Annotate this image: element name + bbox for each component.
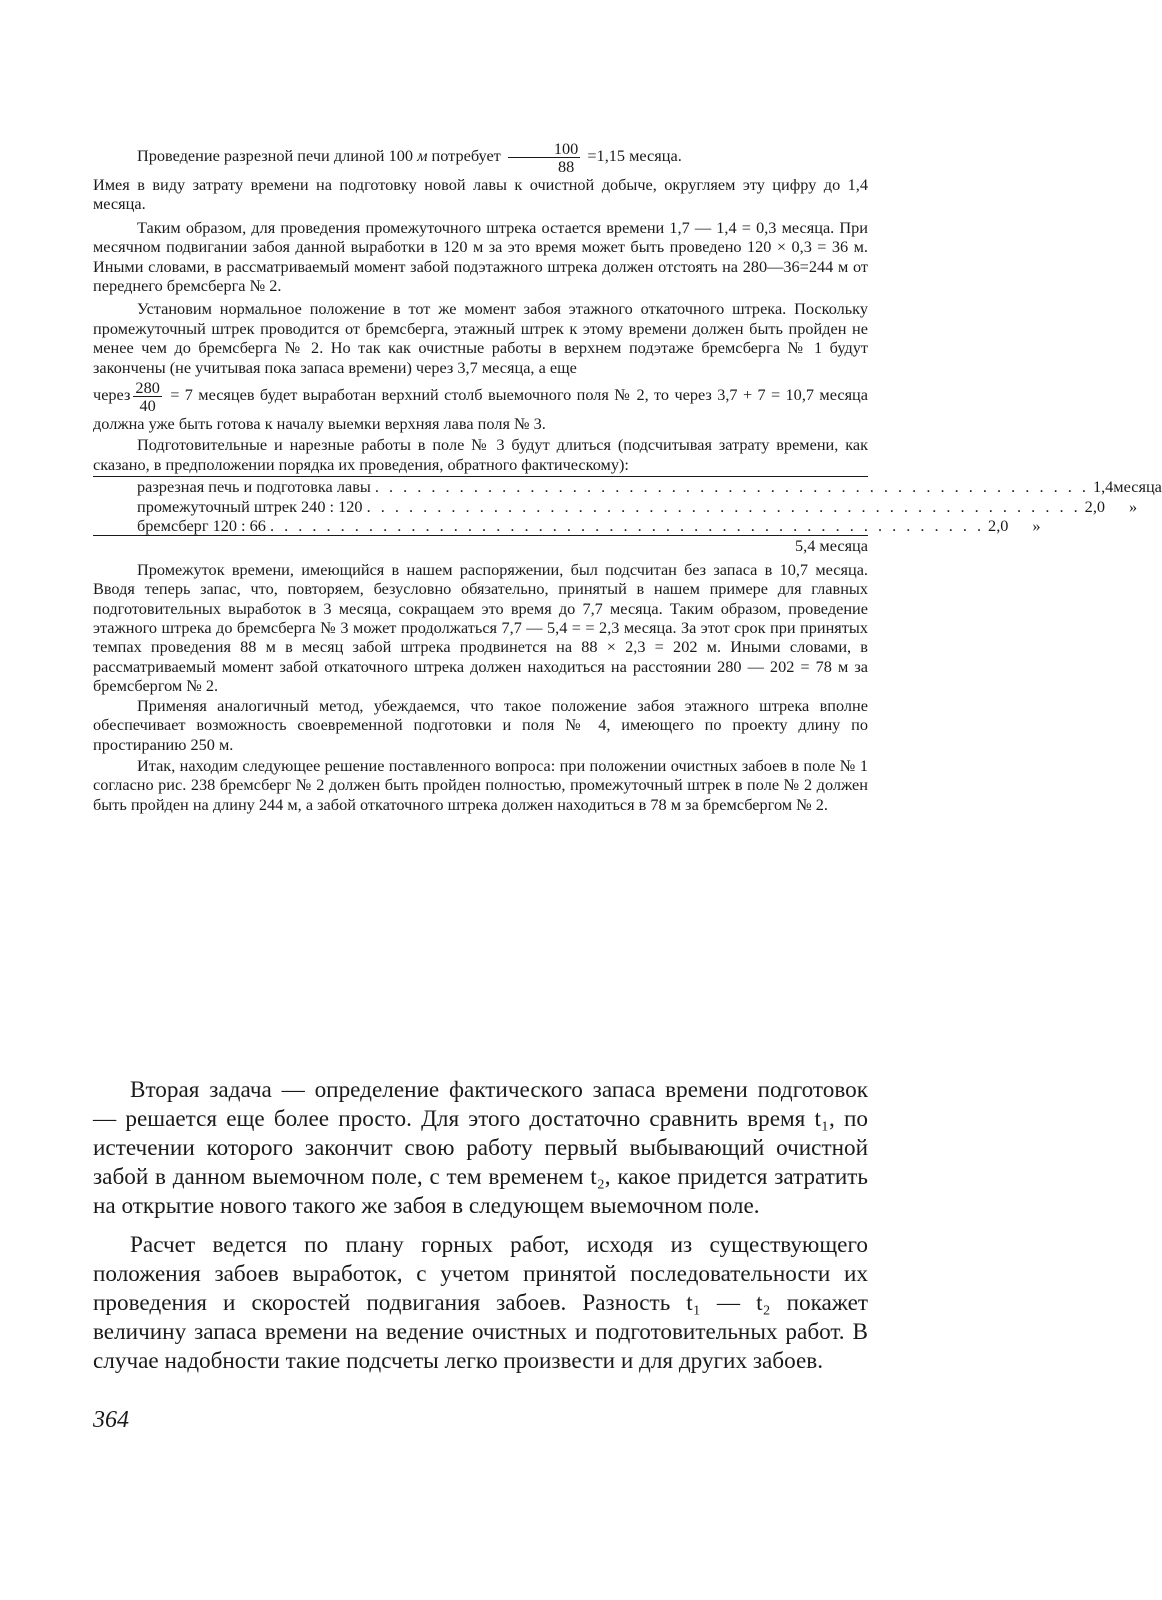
- paragraph-haulage-drift: Установим нормальное положение в тот же момент забоя этажного откаточного штрека. Поскольку промежуточный штрек проводится от бремсберга, этажный штрек к этому времени должен быть пройден не менее чем до бремсберга № 2. Но так как очистные работы в верхнем подэтаже бремсберга № 1 будут закончены (не учитывая пока запаса времени) через 3,7 месяца, а еще: [93, 299, 868, 377]
- paragraph-intermediate-drift: Таким образом, для проведения промежуточного штрека остается времени 1,7 — 1,4 = 0,3 месяца. При месячном подвигании забоя данной выработки в 120 м за это время может быть проведено 120 × 0,3 = 36 м. Иными словами, в рассматриваемый момент забой подэтажного штрека должен отстоять на 280—36=244 м от переднего бремсберга № 2.: [93, 217, 868, 296]
- table-total: 5,4 месяца: [794, 536, 868, 556]
- table-row: промежуточный штрек 240 : 120 . . . . . . . . . . . . . . . . . . . . . . . . . . . . . . . . . . . . . . . . . . . . . . . . . . . 2,0 »: [137, 496, 1138, 516]
- paragraph-analogous-method: Применяя аналогичный метод, убеждаемся, что такое положение забоя этажного штрека вполне обеспечивает возможность своевременной подготовки и поля № 4, имеющего по проекту длину по простиранию 250 м.: [93, 695, 868, 754]
- paragraph-second-task: Вторая задача — определение фактического запаса времени подготовок — решается еще более просто. Для этого достаточно сравнить время t₁, по истечении которого закончит свою работу первый выбывающий очистной забой в данном выемочном поле, с тем временем t₂, какое придется затратить на открытие нового такого же забоя в следующем выемочном поле.: [93, 1077, 868, 1219]
- fraction-280-40: $\frac{280}{40}$: [135, 378, 160, 416]
- paragraph-cut-length: Проведение разрезной печи длиной 100 м потребует $\frac{100}{88}$ =1,15 месяца.: [137, 139, 682, 176]
- main-text-section: [93, 1076, 868, 1386]
- paragraph-solution: Итак, находим следующее решение поставленного вопроса: при положении очистных забоев в поле № 1 согласно рис. 238 бремсберг № 2 должен быть пройден полностью, промежуточный штрек в поле № 2 должен быть пройден на длину 244 м, а забой откаточного штрека должен находиться в 78 м за бремсбергом № 2.: [93, 755, 868, 814]
- fraction-100-88: $\frac{100}{88}$: [508, 140, 580, 175]
- paragraph-preparatory-works: Подготовительные и нарезные работы в поле № 3 будут длиться (подсчитывая затрату времени, как сказано, в предположении порядка их проведения, обратного фактическому):: [93, 435, 868, 474]
- duration-table: [93, 477, 1162, 536]
- table-row: бремсберг 120 : 66 . . . . . . . . . . . . . . . . . . . . . . . . . . . . . . . . . . . . . . . . . . . . . . . . . . . 2,0 »: [137, 516, 1041, 536]
- page-number: 364: [93, 1407, 129, 1433]
- paragraph-haulage-drift-cont: через $\frac{280}{40}$ = 7 месяцев будет выработан верхний столб выемочного поля № 2, то через 3,7 + 7 = 10,7 месяца должна уже быть готова к началу выемки верхняя лава поля № 3.: [93, 378, 868, 434]
- table-row: разрезная печь и подготовка лавы . . . . . . . . . . . . . . . . . . . . . . . . . . . . . . . . . . . . . . . . . . . . . . . . . . . 1,4 месяца: [137, 477, 1162, 497]
- small-print-section: [93, 139, 1162, 814]
- paragraph-time-reserve: Промежуток времени, имеющийся в нашем распоряжении, был подсчитан без запаса в 10,7 месяца. Вводя теперь запас, что, повторяем, безусловно обязательно, принятый в нашем примере для главных подготовительных выработок в 3 месяца, сокращаем это время до 7,7 месяца. Таким образом, проведение этажного штрека до бремсберга № 3 может продолжаться 7,7 — 5,4 = = 2,3 месяца. За этот срок при принятых темпах проведения 88 м в месяц забой штрека продвинется на 88 × 2,3 = 202 м. Иными словами, в рассматриваемый момент забой откаточного штрека должен находиться на расстоянии 280 — 202 = 78 м за бремсбергом № 2.: [93, 559, 868, 696]
- paragraph-calculation: Расчет ведется по плану горных работ, исходя из существующего положения забоев выработок, с учетом принятой последовательности их проведения и скоростей подвигания забоев. Разность t₁ — t₂ покажет величину запаса времени на ведение очистных и подготовительных работ. В случае надобности такие подсчеты легко произвести и для других забоев.: [93, 1232, 868, 1374]
- paragraph-rounding: Имея в виду затрату времени на подготовку новой лавы к очистной добыче, округляем эту цифру до 1,4 месяца.: [93, 175, 868, 214]
